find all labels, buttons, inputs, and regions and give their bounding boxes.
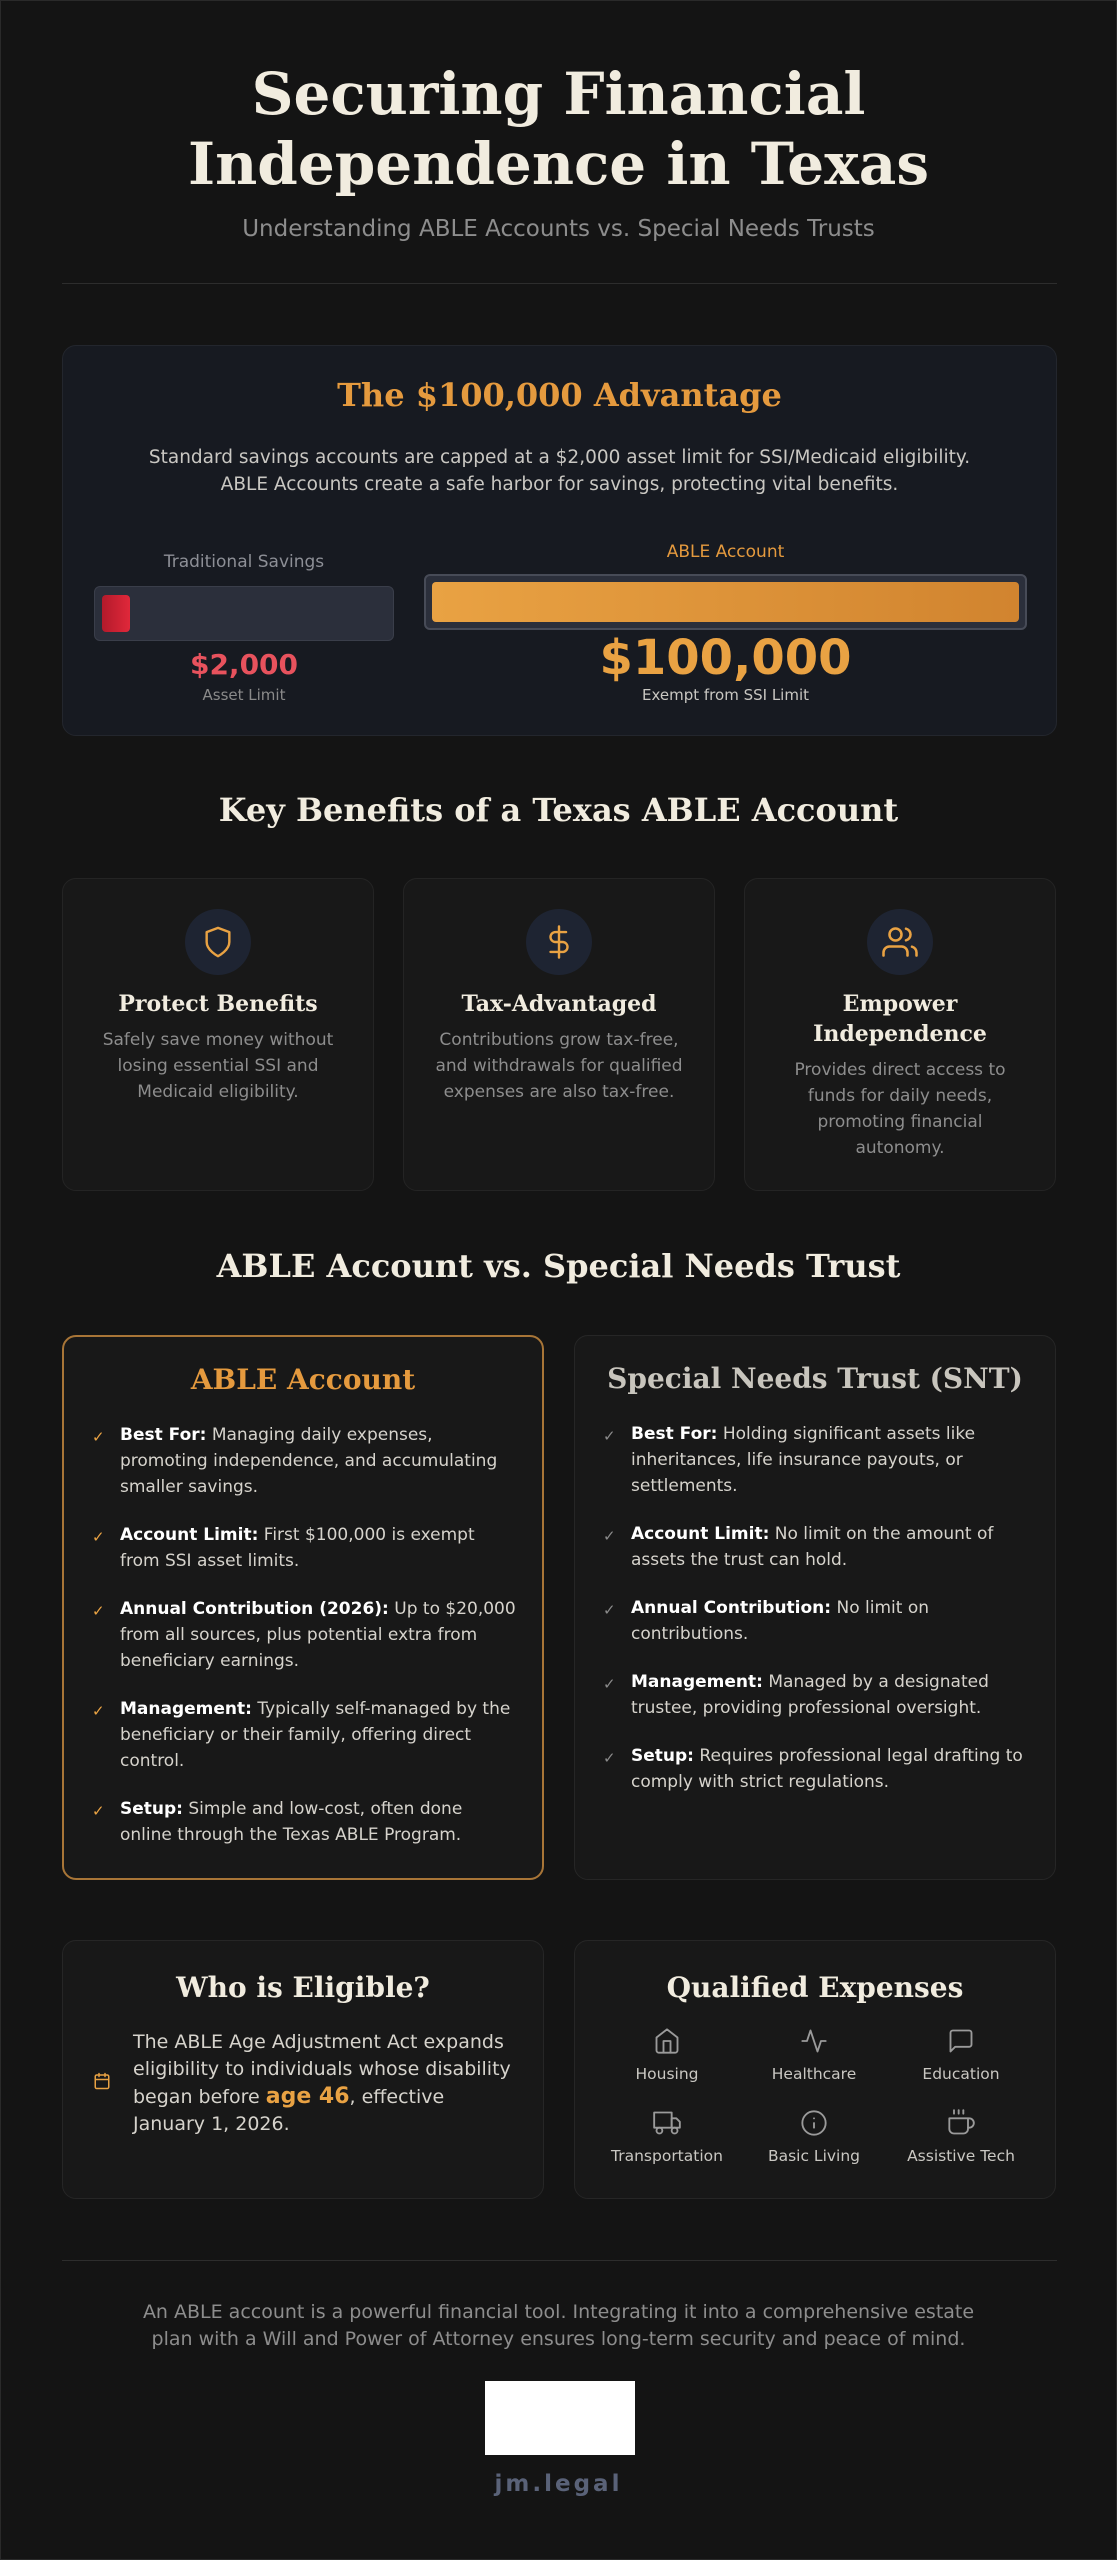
list-item <box>603 1595 1031 1647</box>
benefit-title: Tax-Advantaged <box>461 991 657 1017</box>
snt-comparison-list <box>603 1421 1031 1817</box>
able-comparison-list <box>92 1422 518 1870</box>
check-icon: ✓ <box>92 1602 105 1620</box>
footer-text: An ABLE account is a powerful financial tool. Integrating it into a comprehensive estate plan with a Will and Power of Attorney ensures long-term security and peace of mind. <box>142 2301 975 2350</box>
item-term: Management: <box>631 1672 763 1692</box>
home-icon <box>653 2027 681 2055</box>
traditional-savings-bar <box>94 586 394 641</box>
list-item <box>92 1596 518 1674</box>
traditional-savings-caption: Asset Limit <box>202 686 286 704</box>
expense-item-education <box>891 2027 1031 2083</box>
item-text: Holding significant assets like inheritances, life insurance payouts, or settlements. <box>631 1424 976 1496</box>
benefit-card-protect <box>62 878 374 1191</box>
header-divider <box>62 283 1057 284</box>
page-title: Securing Financial Independence in Texas <box>187 60 930 198</box>
dollar-icon <box>526 909 592 975</box>
expense-label: Basic Living <box>767 2147 861 2165</box>
snt-comparison-card <box>574 1335 1056 1880</box>
expense-label: Education <box>922 2065 1000 2083</box>
benefit-description: Contributions grow tax-free, and withdrawals for qualified expenses are also tax-free. <box>435 1030 683 1102</box>
brand-name: jm.legal <box>494 2471 623 2497</box>
eligibility-title: Who is Eligible? <box>176 1971 430 2004</box>
calendar-icon <box>93 2072 111 2094</box>
advantage-description: Standard savings accounts are capped at a $2,000 asset limit for SSI/Medicaid eligibility. ABLE Accounts create a safe harbor for savings, protecting vital benefits. <box>148 447 971 495</box>
traditional-savings-fill <box>102 595 130 632</box>
item-term: Best For: <box>120 1425 207 1445</box>
eligibility-text-before: The ABLE Age Adjustment Act expands eligibility to individuals whose disability began before <box>133 2031 511 2108</box>
traditional-savings-label: Traditional Savings <box>163 552 325 572</box>
expense-label: Housing <box>635 2065 699 2083</box>
check-icon: ✓ <box>603 1527 616 1545</box>
check-icon: ✓ <box>603 1427 616 1445</box>
able-account-caption: Exempt from SSI Limit <box>642 686 809 704</box>
traditional-savings-value: $2,000 <box>189 648 299 681</box>
item-text: Simple and low-cost, often done online through the Texas ABLE Program. <box>120 1799 463 1845</box>
users-icon <box>867 909 933 975</box>
able-comparison-title: ABLE Account <box>190 1363 416 1396</box>
check-icon: ✓ <box>603 1675 616 1693</box>
advantage-title: The $100,000 Advantage <box>337 376 782 414</box>
list-item <box>603 1669 1031 1721</box>
eligibility-text <box>133 2029 513 2138</box>
able-account-comparison-card <box>62 1335 544 1880</box>
advantage-card <box>62 345 1057 736</box>
qualified-expenses-card <box>574 1940 1056 2199</box>
check-icon: ✓ <box>92 1528 105 1546</box>
list-item <box>603 1521 1031 1573</box>
expense-item-transportation <box>597 2109 737 2165</box>
item-term: Annual Contribution: <box>631 1598 832 1618</box>
list-item <box>92 1522 518 1574</box>
item-term: Setup: <box>631 1746 694 1766</box>
item-term: Account Limit: <box>120 1525 259 1545</box>
item-term: Management: <box>120 1699 252 1719</box>
shield-icon <box>185 909 251 975</box>
benefit-description: Provides direct access to funds for daily needs, promoting financial autonomy. <box>794 1060 1006 1158</box>
message-square-icon <box>947 2027 975 2055</box>
benefits-title: Key Benefits of a Texas ABLE Account <box>218 791 899 829</box>
list-item <box>92 1796 518 1848</box>
item-text: No limit on contributions. <box>631 1598 929 1644</box>
item-term: Setup: <box>120 1799 183 1819</box>
list-item <box>92 1696 518 1774</box>
coffee-icon <box>947 2109 975 2137</box>
item-term: Annual Contribution (2026): <box>120 1599 389 1619</box>
check-icon: ✓ <box>92 1802 105 1820</box>
benefit-card-tax <box>403 878 715 1191</box>
item-text: Up to $20,000 from all sources, plus potential extra from beneficiary earnings. <box>120 1599 516 1671</box>
check-icon: ✓ <box>92 1702 105 1720</box>
info-icon <box>800 2109 828 2137</box>
check-icon: ✓ <box>603 1749 616 1767</box>
benefit-card-independence <box>744 878 1056 1191</box>
benefit-description: Safely save money without losing essential SSI and Medicaid eligibility. <box>102 1030 334 1102</box>
item-text: Requires professional legal drafting to comply with strict regulations. <box>631 1746 1023 1792</box>
check-icon: ✓ <box>603 1601 616 1619</box>
eligibility-card <box>62 1940 544 2199</box>
item-text: No limit on the amount of assets the trust can hold. <box>631 1524 994 1570</box>
list-item <box>92 1422 518 1500</box>
eligibility-highlight: age 46 <box>265 2084 350 2109</box>
list-item <box>603 1421 1031 1499</box>
expense-label: Assistive Tech <box>907 2147 1015 2165</box>
logo-image <box>485 2381 635 2455</box>
eligibility-text-after: , effective January 1, 2026. <box>133 2086 445 2135</box>
qualified-expenses-title: Qualified Expenses <box>666 1971 964 2004</box>
benefit-title: Protect Benefits <box>118 991 318 1017</box>
expense-item-assistive-tech <box>891 2109 1031 2165</box>
activity-icon <box>800 2027 828 2055</box>
able-account-bar <box>424 574 1027 630</box>
able-account-label: ABLE Account <box>666 542 785 562</box>
item-text: Managed by a designated trustee, providing professional oversight. <box>631 1672 989 1718</box>
item-text: First $100,000 is exempt from SSI asset limits. <box>120 1525 475 1571</box>
expense-item-healthcare <box>744 2027 884 2083</box>
item-term: Account Limit: <box>631 1524 770 1544</box>
expense-item-housing <box>597 2027 737 2083</box>
item-text: Managing daily expenses, promoting independence, and accumulating smaller savings. <box>120 1425 498 1497</box>
check-icon: ✓ <box>92 1428 105 1446</box>
expense-item-basic-living <box>744 2109 884 2165</box>
footer-divider <box>62 2260 1057 2261</box>
comparison-title: ABLE Account vs. Special Needs Trust <box>216 1247 901 1285</box>
expense-label: Healthcare <box>771 2065 857 2083</box>
expense-label: Transportation <box>611 2147 723 2165</box>
snt-comparison-title: Special Needs Trust (SNT) <box>607 1362 1023 1395</box>
list-item <box>603 1743 1031 1795</box>
item-text: Typically self-managed by the beneficiary or their family, offering direct control. <box>120 1699 511 1771</box>
able-account-fill <box>432 582 1019 622</box>
page-subtitle: Understanding ABLE Accounts vs. Special Needs Trusts <box>242 216 875 242</box>
able-account-value: $100,000 <box>599 630 852 686</box>
item-term: Best For: <box>631 1424 718 1444</box>
truck-icon <box>652 2109 682 2137</box>
benefit-title: Empower Independence <box>813 991 987 1047</box>
